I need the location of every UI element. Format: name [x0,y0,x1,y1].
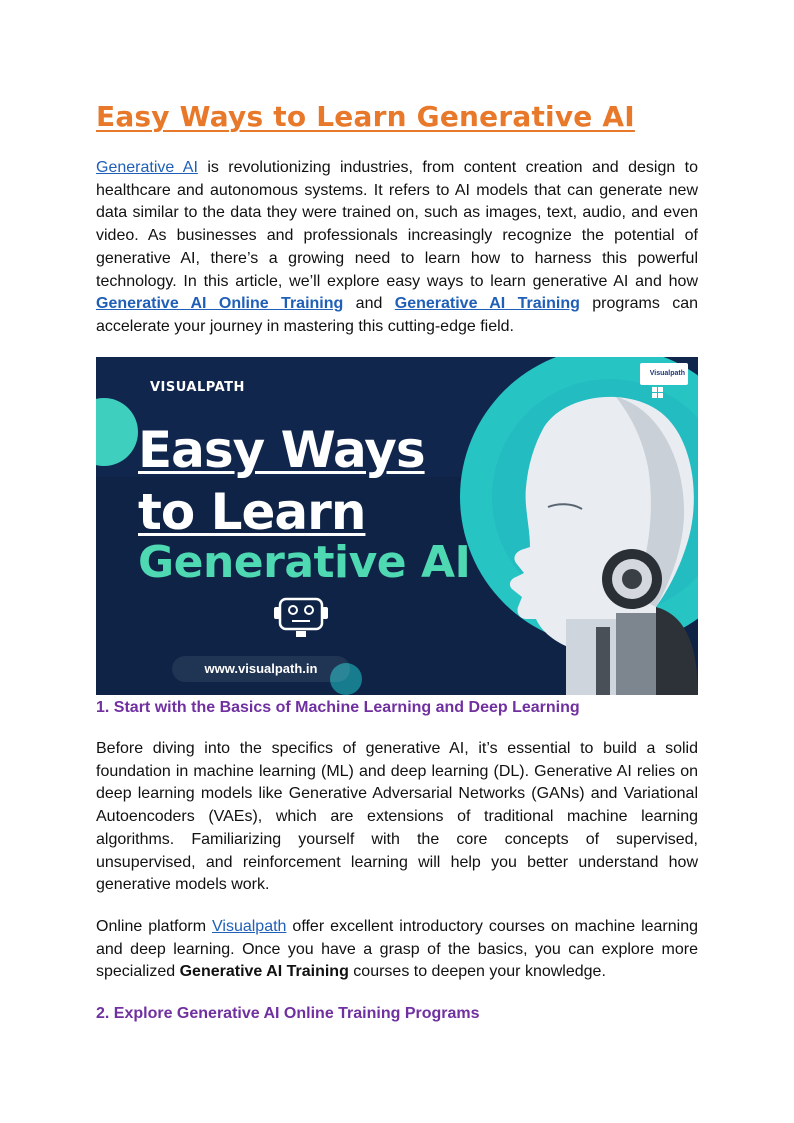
p2-bold-text: Generative AI Training [179,963,349,981]
p2-text-c: courses to deepen your knowledge. [348,963,606,981]
banner-line-3: Generative AI [138,537,471,588]
generative-ai-online-training-link[interactable]: Generative AI Online Training [96,295,344,313]
intro-text-1: is revolutionizing industries, from content creation and design to healthcare and autonomous systems. It refers to AI models that can generate new data similar to the data they were trained on, such as images, text, audio, and even video. As businesses and professionals increasingly recognize the potential of generative AI, there’s a growing need to learn how to harness this powerful technology. In this article, we’ll explore easy ways to learn generative AI and how [96,159,698,290]
section-1-paragraph-2 [96,916,698,984]
visualpath-logo: Visualpath [640,363,688,385]
intro-text-2: and [343,295,395,313]
generative-ai-training-link[interactable]: Generative AI Training [394,295,580,313]
banner-line-2: to Learn [138,483,366,541]
banner-url: www.visualpath.in [172,656,350,682]
generative-ai-link[interactable]: Generative AI [96,159,198,176]
banner-line-1: Easy Ways [138,421,425,479]
section-1-heading: 1. Start with the Basics of Machine Learning and Deep Learning [96,699,580,716]
section-1-paragraph-1: Before diving into the specifics of generative AI, it’s essential to build a solid foundation in machine learning (ML) and deep learning (DL). Generative AI relies on deep learning models like Generative Adversarial Networks (GANs) and Variational Autoencoders (VAEs), which are extensions of traditional machine learning algorithms. Familiarizing yourself with the core concepts of supervised, unsupervised, and reinforcement learning will help you better understand how generative models work. [96,740,698,894]
visualpath-link[interactable]: Visualpath [212,918,287,935]
intro-paragraph [96,157,698,339]
p2-text-a: Online platform [96,918,213,935]
page-title: Easy Ways to Learn Generative AI [96,100,635,133]
banner-brand: VISUALPATH [150,380,245,395]
p2-text-b: offer excellent introductory courses on machine learning and deep learning. Once you have a grasp of the basics, you can explore more specialized [96,918,699,981]
section-2-heading: 2. Explore Generative AI Online Training Programs [96,1005,480,1022]
intro-text-3: programs can accelerate your journey in mastering this cutting-edge field. [96,295,698,335]
banner-image [96,357,698,695]
